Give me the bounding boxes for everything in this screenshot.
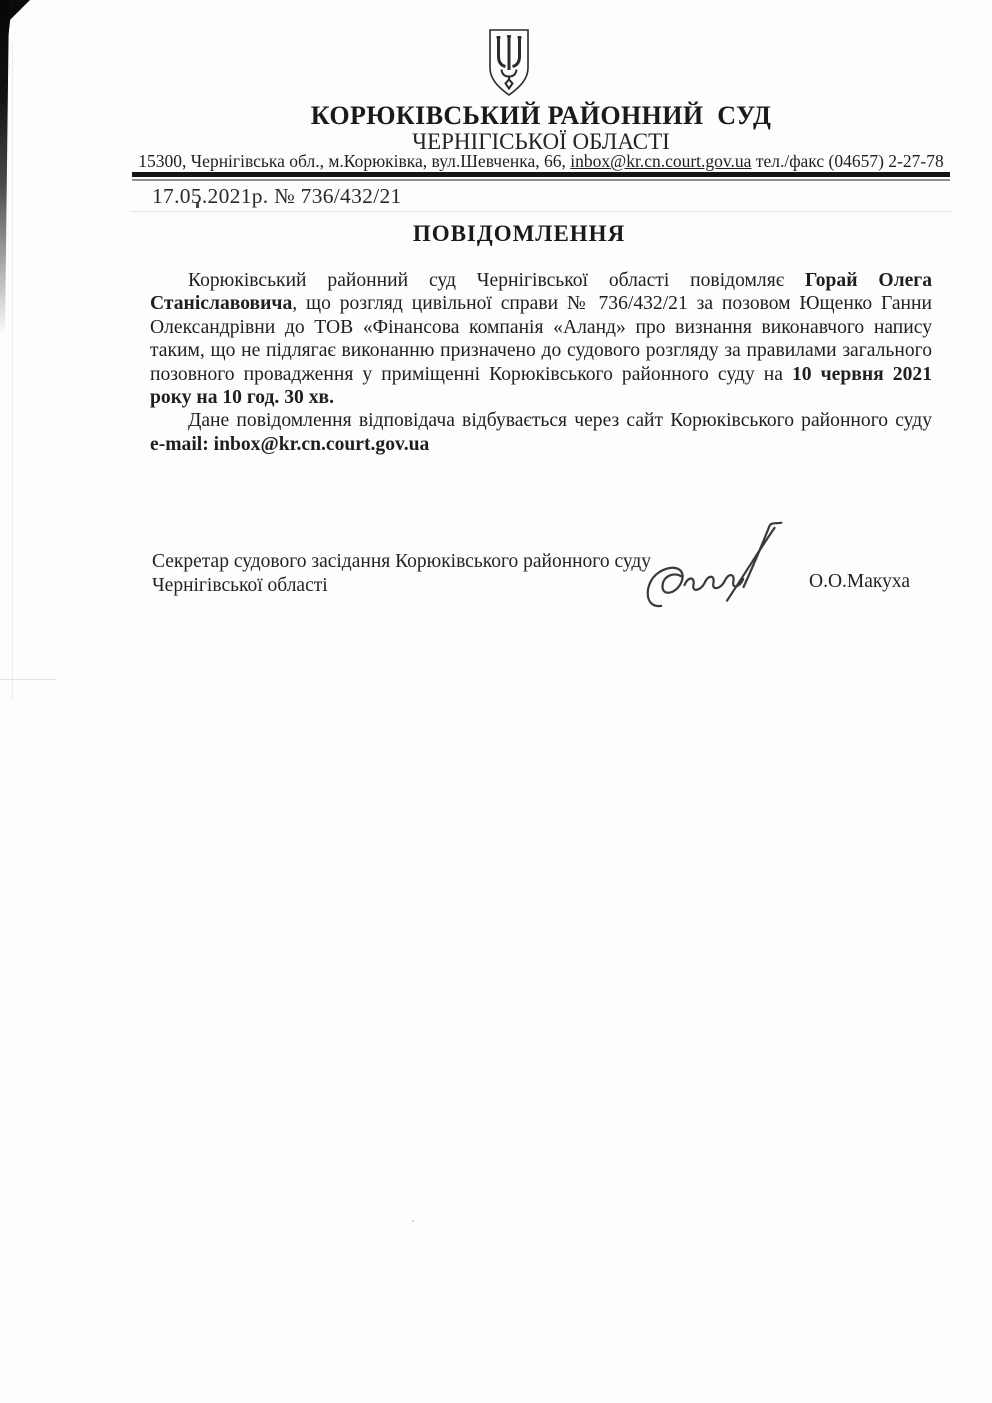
- court-region: ЧЕРНІГІСЬКОЇ ОБЛАСТІ: [412, 129, 670, 154]
- ukraine-trident-emblem: [487, 28, 531, 98]
- signature-role-line1: Секретар судового засідання Корюківського районного суду: [152, 551, 652, 572]
- paper-fold-line: [0, 679, 56, 680]
- address-line: [130, 151, 952, 172]
- address-suffix: тел./факс (04657) 2-27-78: [751, 151, 944, 171]
- document-title: ПОВІДОМЛЕННЯ: [412, 221, 626, 246]
- scan-speck: [412, 1220, 414, 1222]
- address-prefix: 15300, Чернігівська обл., м.Корюківка, вул.Шевченка, 66,: [138, 151, 571, 171]
- signature-role-line2: Чернігівської області: [152, 574, 328, 596]
- email-link[interactable]: inbox@kr.cn.court.gov.ua: [570, 151, 752, 171]
- reference-date-number: 17.05.2021р. № 736/432/21: [152, 184, 402, 208]
- body-paragraph-2: Дане повідомлення відповідача відбувається через сайт Корюківського районного суду e-mail: inbox@kr.cn.court.gov.ua: [150, 410, 932, 455]
- scan-edge-artifact: [0, 0, 9, 335]
- signature-role: [152, 550, 712, 597]
- signatory-name: О.О.Макуха: [809, 571, 911, 592]
- body-paragraph-1: Корюківський районний суд Чернігівської області повідомляє Горай Олега Станіславовича, що розгляд цивільної справи № 736/432/21 за позовом Ющенко Ганни Олександрівни до ТОВ «Фінансова компанія «Аланд» про визнання виконавчого напису таким, що не підлягає виконанню призначено до судового розгляду за правилами загального позовного провадження у приміщенні Корюківського районного суду на 10 червня 2021 року на 10 год. 30 хв.: [150, 270, 932, 409]
- faint-scan-line: [130, 211, 952, 212]
- court-name: КОРЮКІВСЬКИЙ РАЙОННИЙ СУД: [310, 101, 772, 130]
- paper-edge-line: [12, 40, 13, 700]
- document-body: [150, 269, 932, 456]
- header-divider-thick: [132, 172, 950, 177]
- handwritten-signature: [638, 521, 791, 621]
- header-divider-thin: [132, 179, 950, 181]
